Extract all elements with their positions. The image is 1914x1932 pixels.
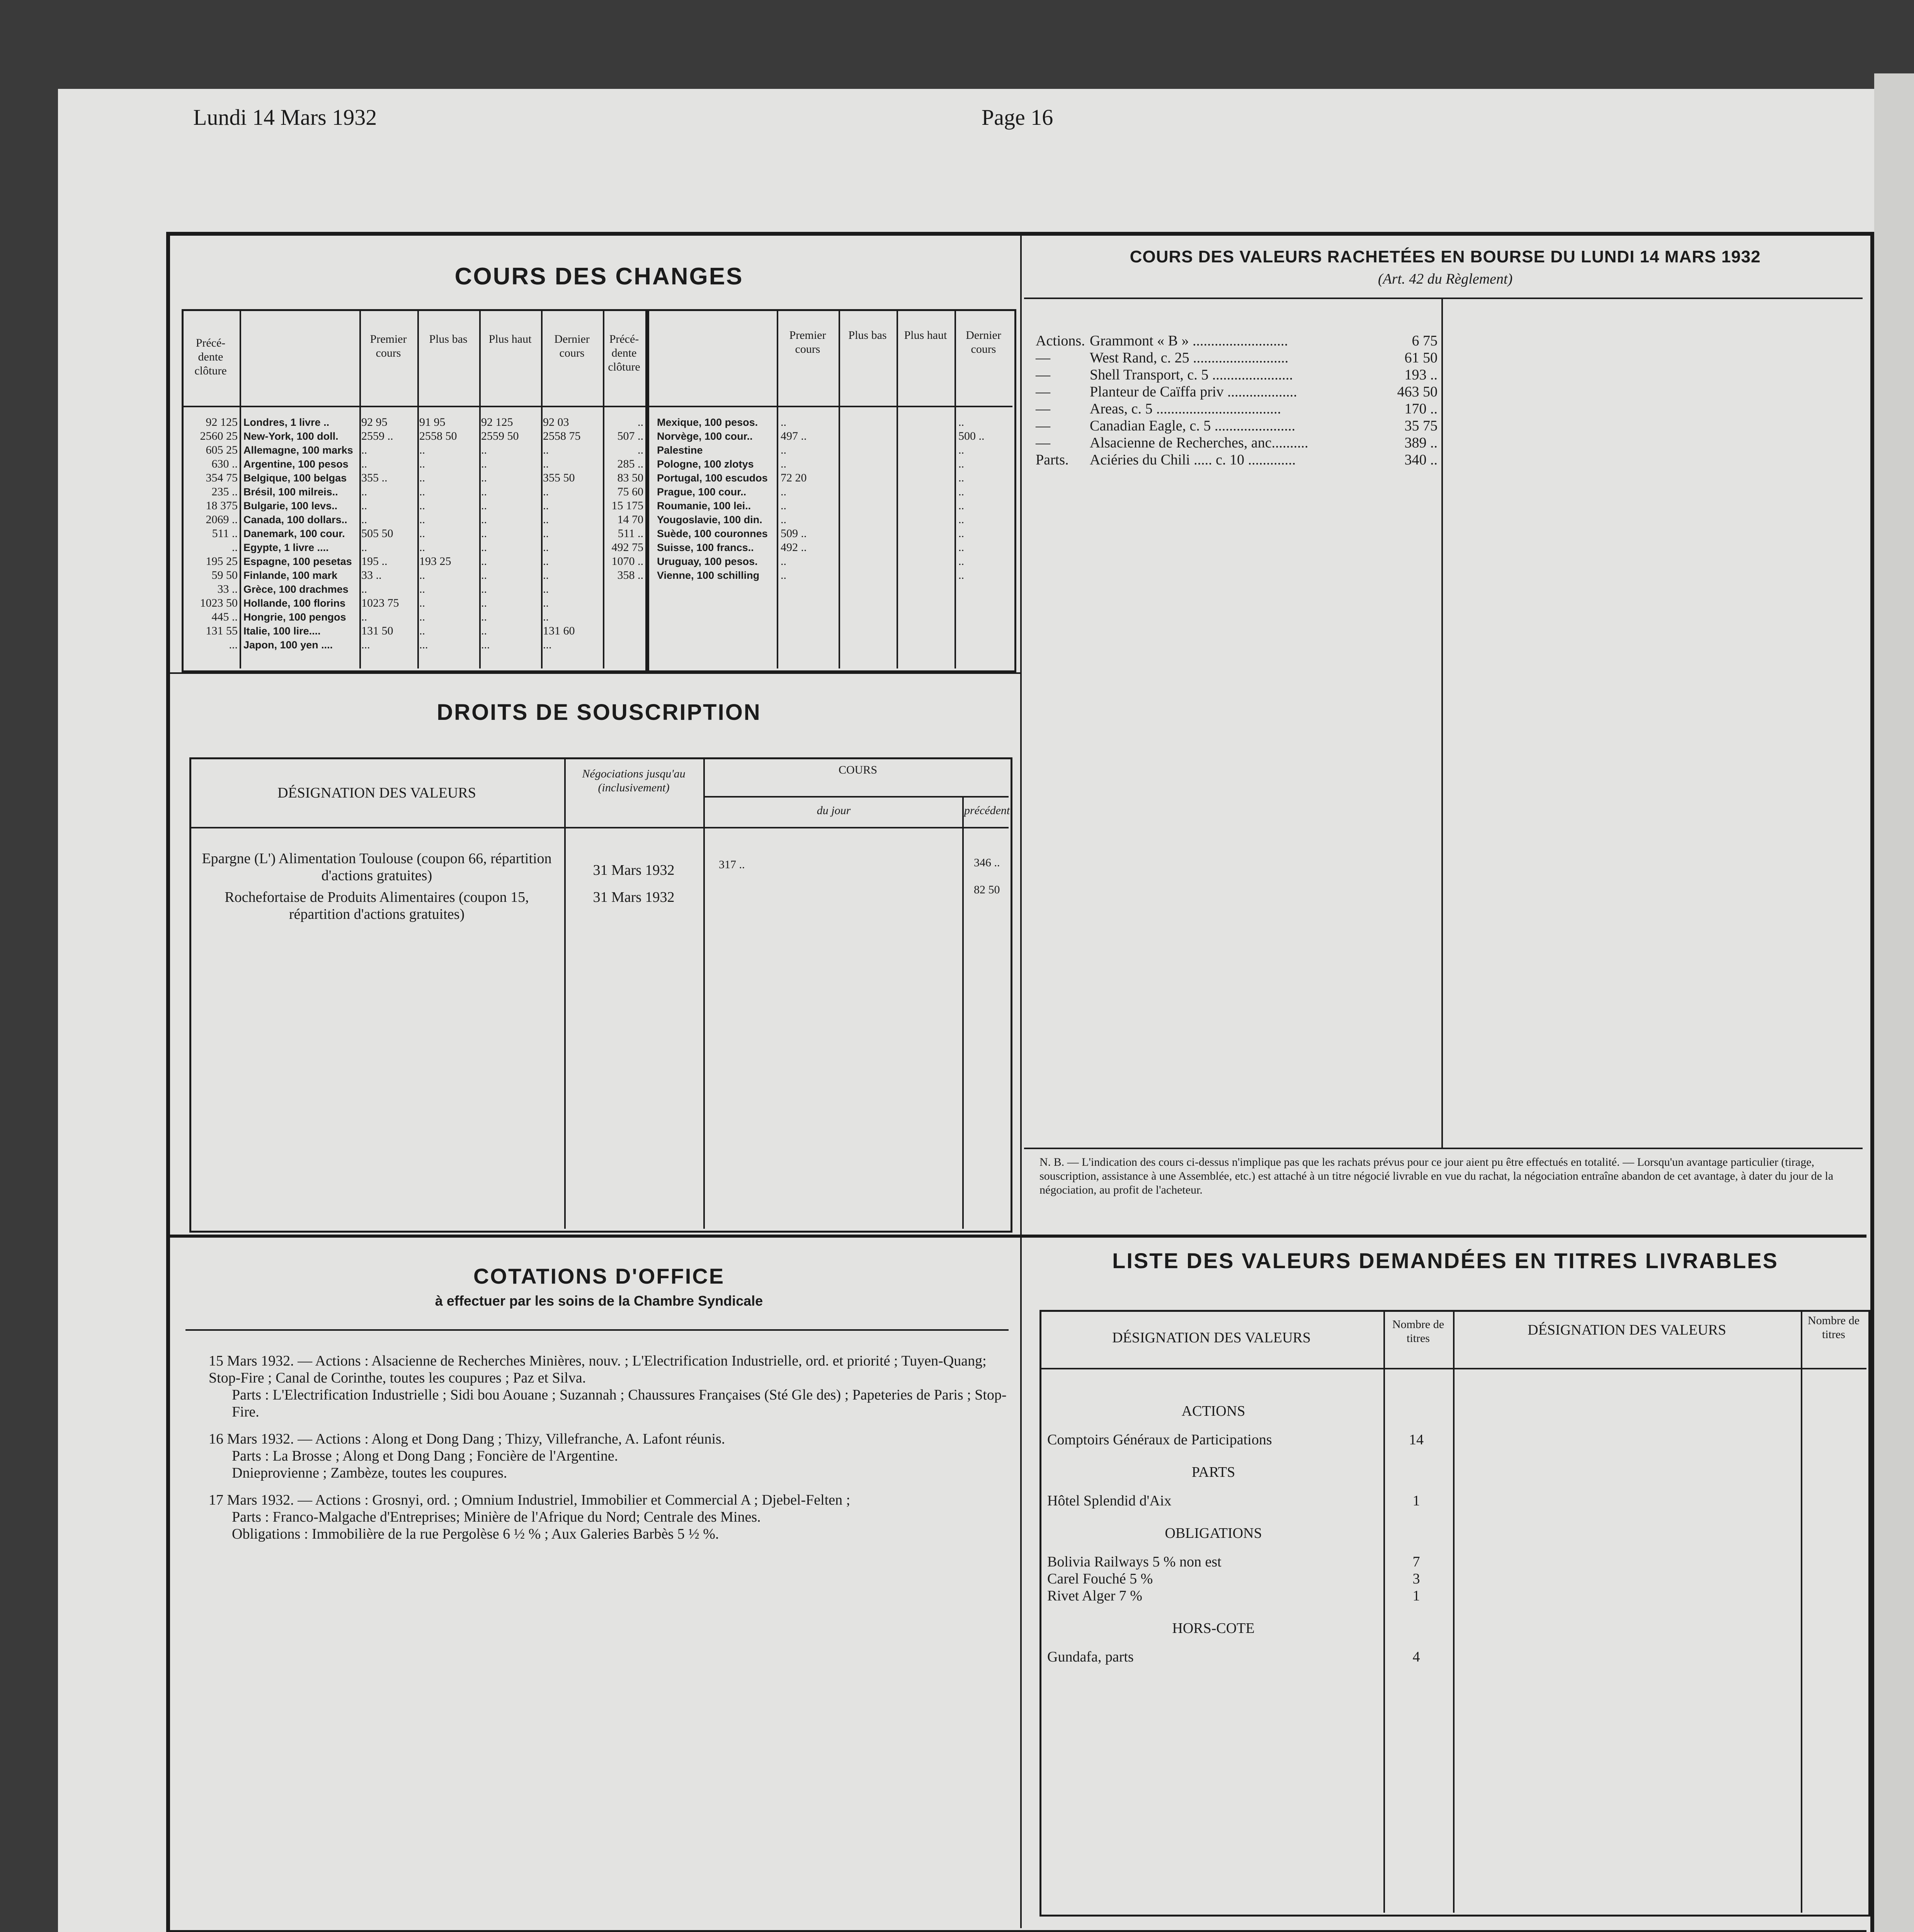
changes-cell: 2559 50 <box>481 430 519 442</box>
changes-cell: .. <box>958 485 964 498</box>
changes-cell: 492 .. <box>781 541 807 554</box>
rachetee-name: Grammont « B » .......................... <box>1090 333 1288 349</box>
souscription-title: DROITS DE SOUSCRIPTION <box>437 700 761 725</box>
office-title: COTATIONS D'OFFICE <box>473 1264 725 1288</box>
col-header-last: Dernier cours <box>554 333 590 359</box>
office-paragraph: 15 Mars 1932. — Actions : Alsacienne de Recherches Minières, nouv. ; L'Electrification Industrielle, ord. et priorité ; Tuyen-Quang; Stop-Fire ; Canal de Corinthe, toutes les coupures ; Paz et Silva. <box>209 1353 987 1386</box>
livrables-row <box>1047 1431 1449 1448</box>
changes-cell: .. <box>419 597 425 609</box>
changes-cell: 1023 75 <box>361 597 399 609</box>
livrables-list <box>1047 1387 1449 1665</box>
currency-name: Danemark, 100 cour. <box>243 528 345 539</box>
col-header-low-right: Plus bas <box>848 329 887 342</box>
changes-cell: .. <box>481 513 487 526</box>
changes-cell: .. <box>481 597 487 609</box>
changes-cell: 492 75 <box>611 541 643 554</box>
changes-cell: .. <box>781 485 786 498</box>
changes-cell: .. <box>481 555 487 568</box>
souscription-row-1-prec: 346 .. <box>974 856 1000 869</box>
rachetee-value: 35 75 <box>1404 418 1438 434</box>
livrables-row-count: 7 <box>1412 1554 1420 1570</box>
changes-cell: .. <box>781 555 786 568</box>
changes-cell: ... <box>229 638 238 651</box>
changes-cell: 15 175 <box>611 499 643 512</box>
changes-cell: .. <box>481 444 487 456</box>
changes-cell: 500 .. <box>958 430 985 442</box>
changes-cell: ... <box>419 638 428 651</box>
changes-cell: .. <box>543 541 549 554</box>
changes-cell: 92 03 <box>543 416 569 429</box>
changes-cell: .. <box>481 611 487 623</box>
livrables-row-count: 1 <box>1412 1588 1420 1604</box>
currency-name: Argentine, 100 pesos <box>243 458 349 470</box>
changes-left-last <box>543 415 601 652</box>
office-paragraph: Obligations : Immobilière de la rue Pergolèse 6 ½ % ; Aux Galeries Barbès 5 ½ %. <box>232 1526 719 1542</box>
changes-cell: .. <box>361 513 367 526</box>
changes-cell: .. <box>419 471 425 484</box>
office-paragraph: Parts : L'Electrification Industrielle ; Sidi bou Aouane ; Suzannah ; Chaussures Françaises (Sté Gle des) ; Papeteries de Paris ; Stop-Fire. <box>232 1387 1007 1420</box>
changes-cell: .. <box>419 513 425 526</box>
column-divider <box>1020 236 1022 1928</box>
changes-cell: ... <box>481 638 490 651</box>
souscription-row-1-date: 31 Mars 1932 <box>593 862 675 878</box>
currency-name: New-York, 100 doll. <box>243 430 339 442</box>
souscription-header-jour: du jour <box>817 804 851 817</box>
rule <box>170 1930 1866 1932</box>
rachetee-value: 193 .. <box>1404 367 1438 383</box>
currency-name: Bulgarie, 100 levs.. <box>243 500 338 512</box>
rachetee-name: Planteur de Caïffa priv ................... <box>1090 384 1297 400</box>
page-edge <box>1874 73 1914 1932</box>
changes-cell: ... <box>361 638 370 651</box>
souscription-row-1-name: Epargne (L') Alimentation Toulouse (coupon 66, répartition d'actions gratuites) <box>202 850 552 884</box>
changes-cell: 354 75 <box>206 471 238 484</box>
changes-cell: 358 .. <box>617 569 643 582</box>
currency-name: Hollande, 100 florins <box>243 597 346 609</box>
changes-left-names <box>243 415 359 652</box>
changes-cell: 497 .. <box>781 430 807 442</box>
changes-cell: .. <box>419 611 425 623</box>
currency-name: Allemagne, 100 marks <box>243 444 353 456</box>
livrables-row-name: Bolivia Railways 5 % non est <box>1047 1554 1222 1570</box>
rachetee-category: — <box>1036 418 1050 434</box>
souscription-row-1-jour: 317 .. <box>719 858 745 871</box>
currency-name: Roumanie, 100 lei.. <box>657 500 751 512</box>
livrables-header-nombre-2: Nombre de titres <box>1807 1314 1860 1341</box>
changes-cell: .. <box>543 611 549 623</box>
changes-cell: .. <box>543 569 549 582</box>
changes-left-high <box>481 415 539 652</box>
changes-cell: .. <box>958 471 964 484</box>
rachetee-value: 463 50 <box>1397 384 1438 400</box>
livrables-row-name: Carel Fouché 5 % <box>1047 1571 1153 1587</box>
livrables-row-name: Gundafa, parts <box>1047 1649 1134 1665</box>
changes-cell: 92 95 <box>361 416 388 429</box>
rachetees-names <box>1090 332 1383 468</box>
currency-name: Vienne, 100 schilling <box>657 570 760 581</box>
changes-cell: .. <box>958 444 964 456</box>
changes-cell: .. <box>958 569 964 582</box>
col-header-last-right: Dernier cours <box>966 329 1001 355</box>
currency-name: Yougoslavie, 100 din. <box>657 514 762 526</box>
changes-cell: .. <box>232 541 238 554</box>
rachetees-note: N. B. — L'indication des cours ci-dessus n'implique pas que les rachats prévus pour ce jour aient pu être effectués en totalité. — Lorsqu'un avantage particulier (tirage, souscription, assistance à une Assemblée, etc.) est attaché à un titre négocié livrable en vue du rachat, la négociation entraîne abandon de cet avantage, à dater du jour de la négociation, au profit de l'acheteur. <box>1040 1156 1834 1196</box>
changes-cell: 235 .. <box>211 485 238 498</box>
changes-cell: .. <box>481 583 487 595</box>
changes-cell: .. <box>361 499 367 512</box>
changes-cell: .. <box>419 499 425 512</box>
changes-cell: 131 55 <box>206 624 238 637</box>
changes-cell: 505 50 <box>361 527 393 540</box>
currency-name: Espagne, 100 pesetas <box>243 556 352 567</box>
rachetee-value: 340 .. <box>1404 452 1438 468</box>
changes-right-first <box>781 415 837 582</box>
changes-title: COURS DES CHANGES <box>454 263 743 290</box>
changes-cell: 511 .. <box>212 527 238 540</box>
souscription-table <box>189 757 1012 1233</box>
changes-cell: 131 60 <box>543 624 575 637</box>
changes-cell: .. <box>419 569 425 582</box>
changes-cell: 1023 50 <box>200 597 238 609</box>
changes-cell: .. <box>419 527 425 540</box>
changes-cell: 33 .. <box>217 583 238 595</box>
changes-cell: 92 125 <box>481 416 513 429</box>
changes-cell: 83 50 <box>617 471 643 484</box>
rachetees-subtitle: (Art. 42 du Règlement) <box>1378 271 1513 287</box>
changes-cell: .. <box>543 513 549 526</box>
livrables-row-name: Comptoirs Généraux de Participations <box>1047 1432 1272 1448</box>
currency-name: Pologne, 100 zlotys <box>657 458 754 470</box>
rachetee-name: Aciéries du Chili ..... c. 10 ............. <box>1090 452 1296 468</box>
changes-cell: .. <box>361 611 367 623</box>
livrables-header-designation: DÉSIGNATION DES VALEURS <box>1112 1330 1311 1346</box>
rachetees-categories <box>1036 332 1086 468</box>
changes-cell: .. <box>958 541 964 554</box>
changes-cell: .. <box>419 541 425 554</box>
livrables-row-count: 1 <box>1412 1493 1420 1509</box>
col-header-low: Plus bas <box>429 333 468 345</box>
changes-cell: 605 25 <box>206 444 238 456</box>
currency-name: Suisse, 100 francs.. <box>657 542 754 553</box>
changes-cell: .. <box>481 541 487 554</box>
changes-cell: .. <box>543 555 549 568</box>
changes-cell: .. <box>481 485 487 498</box>
office-paragraphs <box>209 1352 1009 1543</box>
livrables-row-name: Hôtel Splendid d'Aix <box>1047 1493 1172 1509</box>
currency-name: Hongrie, 100 pengos <box>243 611 346 623</box>
rachetee-category: — <box>1036 350 1050 366</box>
changes-cell: .. <box>638 416 643 429</box>
souscription-row-2-name: Rochefortaise de Produits Alimentaires (coupon 15, répartition d'actions gratuites) <box>225 889 529 922</box>
currency-name: Norvège, 100 cour.. <box>657 430 753 442</box>
office-paragraph: Parts : Franco-Malgache d'Entreprises; Minière de l'Afrique du Nord; Centrale des Mines. <box>232 1509 761 1525</box>
souscription-header-nego: Négociations jusqu'au (inclusivement) <box>582 767 686 794</box>
changes-right-names <box>657 415 775 582</box>
livrables-row <box>1047 1492 1449 1509</box>
changes-cell: .. <box>419 485 425 498</box>
currency-name: Egypte, 1 livre .... <box>243 542 329 553</box>
changes-cell: .. <box>781 499 786 512</box>
changes-cell: .. <box>419 457 425 470</box>
currency-name: Grèce, 100 drachmes <box>243 583 349 595</box>
changes-cell: .. <box>419 583 425 595</box>
changes-cell: 33 .. <box>361 569 382 582</box>
changes-cell: 72 20 <box>781 471 807 484</box>
currency-name: Mexique, 100 pesos. <box>657 417 758 428</box>
changes-cell: 2069 .. <box>206 513 238 526</box>
currency-name: Finlande, 100 mark <box>243 570 338 581</box>
souscription-row-2-prec: 82 50 <box>974 883 1000 896</box>
changes-cell: 14 70 <box>617 513 643 526</box>
changes-cell: .. <box>481 499 487 512</box>
changes-cell: .. <box>543 457 549 470</box>
souscription-header-designation: DÉSIGNATION DES VALEURS <box>277 785 476 801</box>
changes-cell: 131 50 <box>361 624 393 637</box>
changes-cell: 91 95 <box>419 416 446 429</box>
changes-cell: .. <box>481 457 487 470</box>
souscription-header-cours: COURS <box>838 764 878 776</box>
livrables-group-label: ACTIONS <box>1181 1403 1245 1419</box>
office-paragraph: 17 Mars 1932. — Actions : Grosnyi, ord. ; Omnium Industriel, Immobilier et Commercial A ; Djebel-Felten ; <box>209 1492 851 1508</box>
changes-cell: 92 125 <box>206 416 238 429</box>
page-date: Lundi 14 Mars 1932 <box>193 105 377 130</box>
changes-right-last <box>958 415 1011 582</box>
col-header-prev-right: Précé-dente clôture <box>608 333 640 373</box>
changes-cell: .. <box>781 569 786 582</box>
currency-name: Prague, 100 cour.. <box>657 486 747 498</box>
changes-cell: .. <box>481 569 487 582</box>
changes-cell: .. <box>958 527 964 540</box>
changes-cell: 18 375 <box>206 499 238 512</box>
changes-cell: 2559 .. <box>361 430 393 442</box>
changes-cell: .. <box>481 527 487 540</box>
rachetee-category: — <box>1036 401 1050 417</box>
changes-cell: .. <box>638 444 643 456</box>
changes-cell: .. <box>781 513 786 526</box>
currency-name: Suède, 100 couronnes <box>657 528 768 539</box>
rachetee-name: West Rand, c. 25 .......................... <box>1090 350 1289 366</box>
rachetee-category: Parts. <box>1036 452 1069 468</box>
changes-cell: .. <box>543 527 549 540</box>
col-header-prev: Précé-dente clôture <box>194 337 227 377</box>
livrables-row-name: Rivet Alger 7 % <box>1047 1588 1142 1604</box>
livrables-title: LISTE DES VALEURS DEMANDÉES EN TITRES LIVRABLES <box>1112 1248 1778 1273</box>
changes-cell: ... <box>543 638 552 651</box>
currency-name: Japon, 100 yen .... <box>243 639 333 651</box>
currency-name: Belgique, 100 belgas <box>243 472 347 484</box>
changes-cell: .. <box>361 485 367 498</box>
currency-name: Italie, 100 lire.... <box>243 625 321 637</box>
changes-left-low <box>419 415 477 652</box>
rule <box>170 672 1020 674</box>
rachetee-value: 389 .. <box>1404 435 1438 451</box>
changes-cell: 2560 25 <box>200 430 238 442</box>
changes-cell: 507 .. <box>617 430 643 442</box>
office-subtitle: à effectuer par les soins de la Chambre Syndicale <box>435 1293 763 1309</box>
changes-cell: .. <box>781 457 786 470</box>
rachetee-value: 61 50 <box>1404 350 1438 366</box>
changes-cell: .. <box>361 457 367 470</box>
col-header-high: Plus haut <box>488 333 532 345</box>
changes-cell: 2558 75 <box>543 430 581 442</box>
rachetee-name: Areas, c. 5 .................................. <box>1090 401 1281 417</box>
changes-cell: .. <box>361 444 367 456</box>
changes-cell: .. <box>481 624 487 637</box>
livrables-row <box>1047 1587 1449 1604</box>
changes-cell: .. <box>543 583 549 595</box>
livrables-group-label: OBLIGATIONS <box>1165 1525 1262 1541</box>
changes-left-first <box>361 415 415 652</box>
col-header-high-right: Plus haut <box>904 329 947 342</box>
changes-cell: .. <box>781 416 786 429</box>
page-number: Page 16 <box>982 105 1053 130</box>
rule <box>170 1235 1866 1238</box>
rachetee-category: Actions. <box>1036 333 1085 349</box>
office-paragraph: 16 Mars 1932. — Actions : Along et Dong Dang ; Thizy, Villefranche, A. Lafont réunis. <box>209 1431 725 1447</box>
changes-cell: .. <box>419 624 425 637</box>
changes-cell: .. <box>543 597 549 609</box>
livrables-row-count: 14 <box>1409 1432 1424 1448</box>
office-paragraph: Dnieprovienne ; Zambèze, toutes les coupures. <box>232 1465 507 1481</box>
changes-cell: .. <box>958 416 964 429</box>
changes-left-prev <box>185 415 238 652</box>
col-header-first: Premier cours <box>370 333 407 359</box>
rachetee-name: Alsacienne de Recherches, anc.......... <box>1090 435 1308 451</box>
livrables-group-label: PARTS <box>1191 1464 1235 1480</box>
changes-cell: .. <box>958 457 964 470</box>
currency-name: Brésil, 100 milreis.. <box>243 486 338 498</box>
changes-cell: 445 .. <box>211 611 238 623</box>
changes-cell: 1070 .. <box>611 555 643 568</box>
changes-cell: 630 .. <box>211 457 238 470</box>
rachetee-name: Shell Transport, c. 5 ...................... <box>1090 367 1293 383</box>
rachetee-category: — <box>1036 384 1050 400</box>
rachetee-value: 6 75 <box>1412 333 1438 349</box>
livrables-row <box>1047 1648 1449 1665</box>
livrables-row-count: 4 <box>1412 1649 1420 1665</box>
livrables-header-designation-2: DÉSIGNATION DES VALEURS <box>1528 1322 1726 1338</box>
changes-cell: 59 50 <box>211 569 238 582</box>
rachetee-value: 170 .. <box>1404 401 1438 417</box>
changes-right-prev <box>605 415 643 582</box>
rachetee-name: Canadian Eagle, c. 5 ...................... <box>1090 418 1295 434</box>
currency-name: Londres, 1 livre .. <box>243 417 330 428</box>
livrables-header-nombre: Nombre de titres <box>1392 1318 1444 1345</box>
currency-name: Portugal, 100 escudos <box>657 472 768 484</box>
currency-name: Palestine <box>657 444 703 456</box>
currency-name: Uruguay, 100 pesos. <box>657 556 758 567</box>
changes-cell: .. <box>958 513 964 526</box>
changes-cell: 195 25 <box>206 555 238 568</box>
changes-cell: .. <box>543 485 549 498</box>
rachetees-title: COURS DES VALEURS RACHETÉES EN BOURSE DU LUNDI 14 MARS 1932 <box>1130 247 1761 266</box>
souscription-row-2-date: 31 Mars 1932 <box>593 889 675 905</box>
changes-cell: .. <box>419 444 425 456</box>
changes-cell: .. <box>958 499 964 512</box>
currency-name: Canada, 100 dollars.. <box>243 514 347 526</box>
souscription-header-prec: précédent <box>964 804 1010 817</box>
changes-cell: .. <box>958 555 964 568</box>
changes-cell: .. <box>781 444 786 456</box>
rachetee-category: — <box>1036 435 1050 451</box>
livrables-row-count: 3 <box>1412 1571 1420 1587</box>
col-header-first-right: Premier cours <box>789 329 826 355</box>
changes-cell: 355 50 <box>543 471 575 484</box>
changes-cell: 193 25 <box>419 555 451 568</box>
changes-cell: 75 60 <box>617 485 643 498</box>
livrables-row <box>1047 1553 1449 1570</box>
changes-cell: 511 .. <box>618 527 643 540</box>
changes-cell: 195 .. <box>361 555 388 568</box>
changes-cell: 2558 50 <box>419 430 457 442</box>
rachetee-category: — <box>1036 367 1050 383</box>
changes-cell: .. <box>361 541 367 554</box>
changes-cell: .. <box>481 471 487 484</box>
changes-cell: 509 .. <box>781 527 807 540</box>
livrables-group-label: HORS-COTE <box>1172 1620 1255 1636</box>
changes-cell: .. <box>361 583 367 595</box>
office-paragraph: Parts : La Brosse ; Along et Dong Dang ; Foncière de l'Argentine. <box>232 1448 618 1464</box>
changes-cell: .. <box>543 499 549 512</box>
rachetees-values <box>1387 332 1438 468</box>
livrables-row <box>1047 1570 1449 1587</box>
changes-cell: 285 .. <box>617 457 643 470</box>
changes-cell: .. <box>543 444 549 456</box>
changes-cell: 355 .. <box>361 471 388 484</box>
